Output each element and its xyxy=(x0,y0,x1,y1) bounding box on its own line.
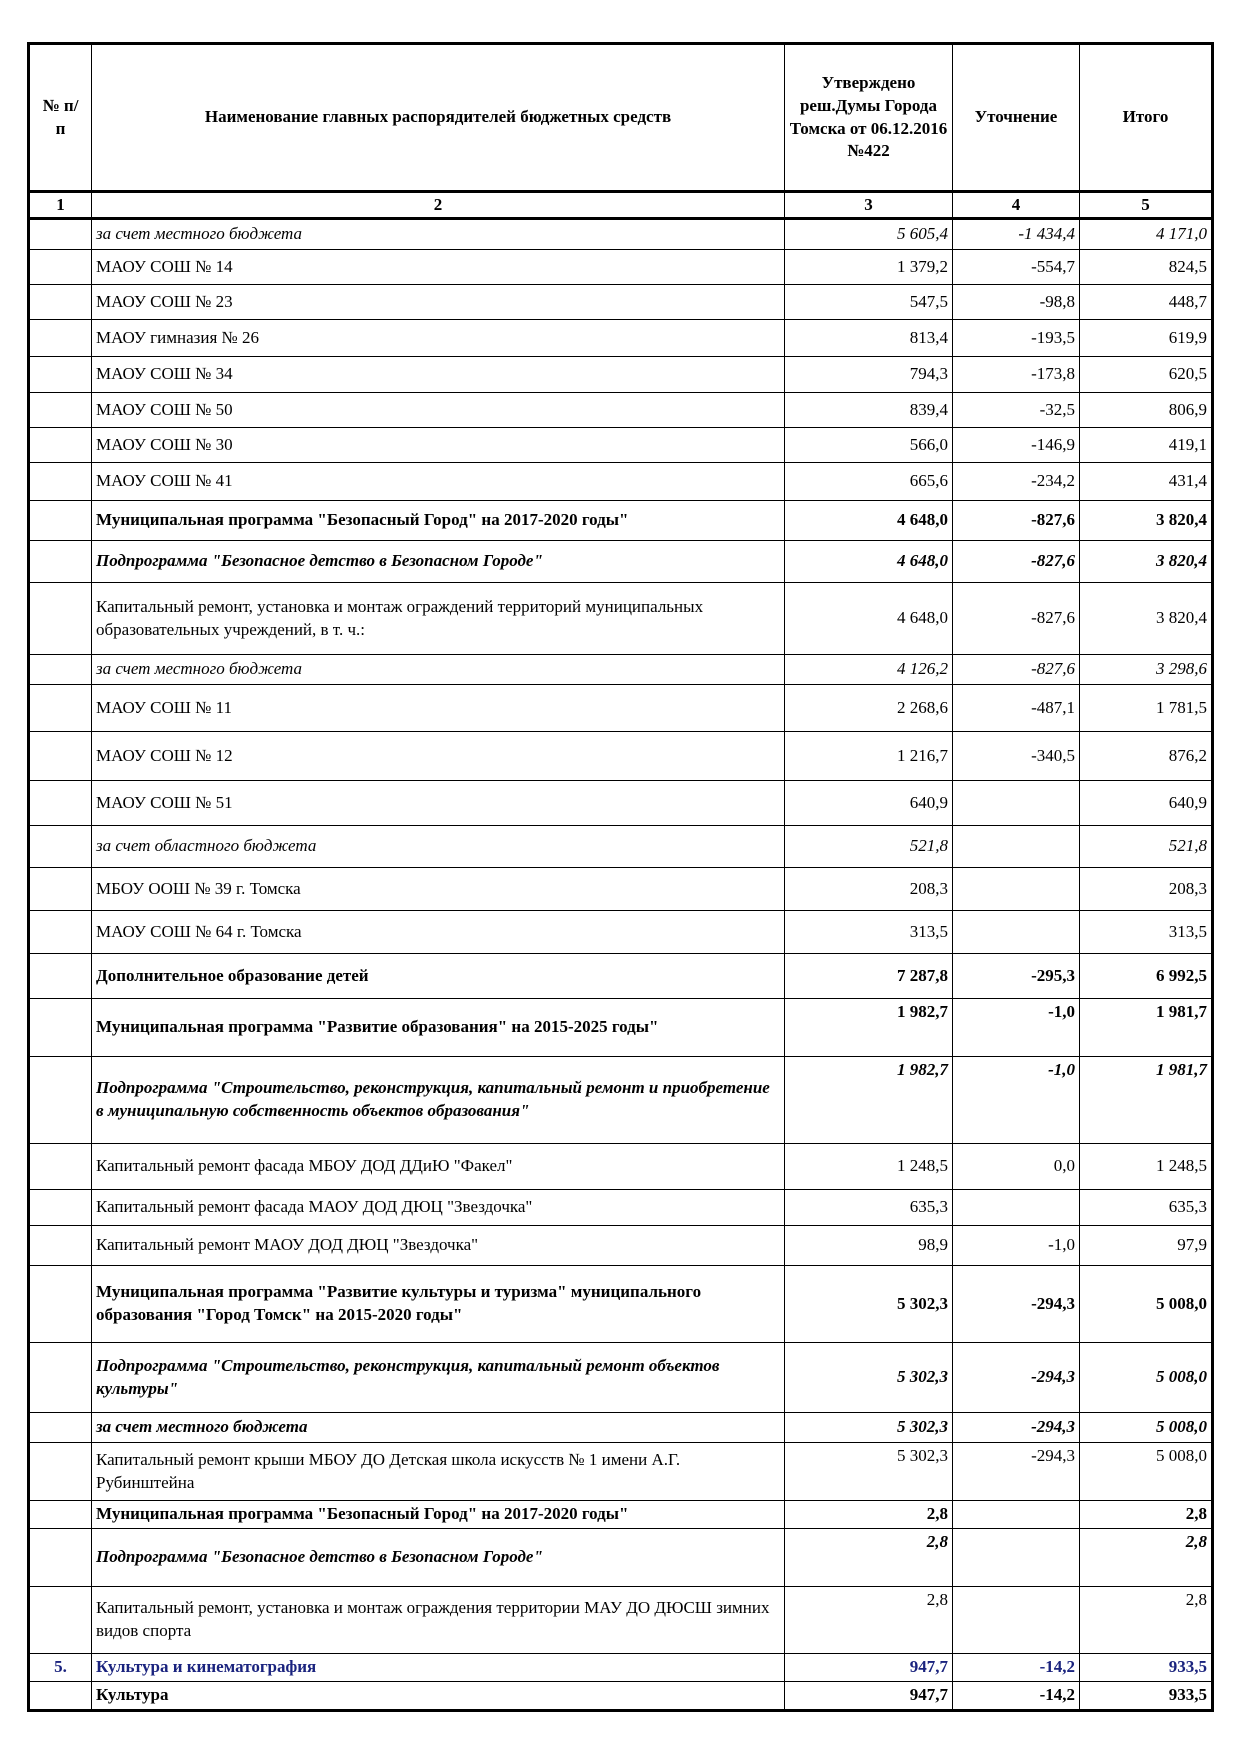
approved-value: 4 648,0 xyxy=(785,583,953,655)
column-number: 3 xyxy=(785,192,953,219)
row-name: Культура xyxy=(92,1681,785,1710)
row-number xyxy=(29,655,92,685)
total-value: 1 981,7 xyxy=(1080,999,1213,1057)
approved-value: 208,3 xyxy=(785,868,953,911)
table-row xyxy=(29,1653,1213,1681)
row-number xyxy=(29,320,92,357)
approved-value: 794,3 xyxy=(785,357,953,393)
row-name: Капитальный ремонт МАОУ ДОД ДЮЦ "Звездочка" xyxy=(92,1226,785,1266)
approved-value: 2,8 xyxy=(785,1501,953,1529)
approved-value: 5 302,3 xyxy=(785,1343,953,1413)
row-name: МАОУ СОШ № 51 xyxy=(92,781,785,826)
approved-value: 2 268,6 xyxy=(785,685,953,732)
row-number xyxy=(29,583,92,655)
table-row xyxy=(29,954,1213,999)
table-row xyxy=(29,320,1213,357)
column-number: 2 xyxy=(92,192,785,219)
row-name: МБОУ ООШ № 39 г. Томска xyxy=(92,868,785,911)
row-number xyxy=(29,501,92,541)
row-number xyxy=(29,1443,92,1501)
approved-value: 813,4 xyxy=(785,320,953,357)
approved-value: 5 302,3 xyxy=(785,1413,953,1443)
clarification-value: -827,6 xyxy=(953,655,1080,685)
column-number-row xyxy=(29,192,1213,219)
row-number xyxy=(29,250,92,285)
approved-value: 1 248,5 xyxy=(785,1144,953,1190)
row-number xyxy=(29,826,92,868)
header-total: Итого xyxy=(1080,44,1213,192)
total-value: 3 820,4 xyxy=(1080,541,1213,583)
table-row xyxy=(29,541,1213,583)
clarification-value xyxy=(953,1501,1080,1529)
row-name: МАОУ СОШ № 14 xyxy=(92,250,785,285)
total-value: 933,5 xyxy=(1080,1681,1213,1710)
header-row xyxy=(29,44,1213,192)
approved-value: 5 605,4 xyxy=(785,219,953,250)
row-name: МАОУ гимназия № 26 xyxy=(92,320,785,357)
clarification-value: -294,3 xyxy=(953,1266,1080,1343)
total-value: 5 008,0 xyxy=(1080,1343,1213,1413)
total-value: 619,9 xyxy=(1080,320,1213,357)
row-number xyxy=(29,463,92,501)
total-value: 4 171,0 xyxy=(1080,219,1213,250)
budget-table xyxy=(27,42,1214,1712)
total-value: 876,2 xyxy=(1080,732,1213,781)
approved-value: 98,9 xyxy=(785,1226,953,1266)
column-number: 5 xyxy=(1080,192,1213,219)
clarification-value: -827,6 xyxy=(953,583,1080,655)
clarification-value xyxy=(953,1528,1080,1586)
total-value: 933,5 xyxy=(1080,1653,1213,1681)
clarification-value: -234,2 xyxy=(953,463,1080,501)
clarification-value: -98,8 xyxy=(953,285,1080,320)
approved-value: 521,8 xyxy=(785,826,953,868)
approved-value: 665,6 xyxy=(785,463,953,501)
clarification-value: -827,6 xyxy=(953,501,1080,541)
clarification-value xyxy=(953,1190,1080,1226)
approved-value: 5 302,3 xyxy=(785,1266,953,1343)
row-number xyxy=(29,1266,92,1343)
approved-value: 4 648,0 xyxy=(785,541,953,583)
clarification-value: -554,7 xyxy=(953,250,1080,285)
clarification-value: -295,3 xyxy=(953,954,1080,999)
approved-value: 4 648,0 xyxy=(785,501,953,541)
table-row xyxy=(29,685,1213,732)
row-number xyxy=(29,999,92,1057)
header-approved: Утверждено реш.Думы Города Томска от 06.12.2016 №422 xyxy=(785,44,953,192)
table-row xyxy=(29,1190,1213,1226)
clarification-value xyxy=(953,1586,1080,1653)
clarification-value: -294,3 xyxy=(953,1413,1080,1443)
total-value: 448,7 xyxy=(1080,285,1213,320)
total-value: 2,8 xyxy=(1080,1501,1213,1529)
approved-value: 547,5 xyxy=(785,285,953,320)
total-value: 1 981,7 xyxy=(1080,1057,1213,1144)
row-number xyxy=(29,1144,92,1190)
row-name: Муниципальная программа "Безопасный Город" на 2017-2020 годы" xyxy=(92,501,785,541)
approved-value: 2,8 xyxy=(785,1586,953,1653)
row-name: МАОУ СОШ № 11 xyxy=(92,685,785,732)
row-number xyxy=(29,1681,92,1710)
row-name: МАОУ СОШ № 50 xyxy=(92,393,785,428)
table-row xyxy=(29,583,1213,655)
row-number xyxy=(29,732,92,781)
row-name: за счет местного бюджета xyxy=(92,1413,785,1443)
clarification-value: -193,5 xyxy=(953,320,1080,357)
approved-value: 839,4 xyxy=(785,393,953,428)
table-row xyxy=(29,999,1213,1057)
row-number xyxy=(29,357,92,393)
row-number xyxy=(29,285,92,320)
row-name: Подпрограмма "Строительство, реконструкция, капитальный ремонт и приобретение в муниципальную собственность объектов образования" xyxy=(92,1057,785,1144)
total-value: 640,9 xyxy=(1080,781,1213,826)
table-row xyxy=(29,911,1213,954)
total-value: 3 820,4 xyxy=(1080,583,1213,655)
row-name: МАОУ СОШ № 41 xyxy=(92,463,785,501)
column-number: 1 xyxy=(29,192,92,219)
table-row xyxy=(29,781,1213,826)
approved-value: 947,7 xyxy=(785,1681,953,1710)
table-row xyxy=(29,1266,1213,1343)
table-body xyxy=(29,219,1213,1711)
row-name: Дополнительное образование детей xyxy=(92,954,785,999)
table-row xyxy=(29,1226,1213,1266)
table-row xyxy=(29,868,1213,911)
row-name: Капитальный ремонт фасада МБОУ ДОД ДДиЮ "Факел" xyxy=(92,1144,785,1190)
row-number xyxy=(29,219,92,250)
approved-value: 566,0 xyxy=(785,428,953,463)
table-row xyxy=(29,428,1213,463)
row-number xyxy=(29,1226,92,1266)
row-name: Капитальный ремонт крыши МБОУ ДО Детская школа искусств № 1 имени А.Г. Рубинштейна xyxy=(92,1443,785,1501)
table-row xyxy=(29,826,1213,868)
total-value: 521,8 xyxy=(1080,826,1213,868)
row-name: за счет местного бюджета xyxy=(92,655,785,685)
total-value: 3 298,6 xyxy=(1080,655,1213,685)
row-number xyxy=(29,1343,92,1413)
total-value: 5 008,0 xyxy=(1080,1266,1213,1343)
row-number xyxy=(29,1413,92,1443)
row-name: Муниципальная программа "Развитие образования" на 2015-2025 годы" xyxy=(92,999,785,1057)
row-name: Подпрограмма "Безопасное детство в Безопасном Городе" xyxy=(92,1528,785,1586)
row-number xyxy=(29,1528,92,1586)
row-name: МАОУ СОШ № 23 xyxy=(92,285,785,320)
approved-value: 7 287,8 xyxy=(785,954,953,999)
total-value: 2,8 xyxy=(1080,1586,1213,1653)
table-row xyxy=(29,1586,1213,1653)
total-value: 5 008,0 xyxy=(1080,1413,1213,1443)
table-row xyxy=(29,732,1213,781)
clarification-value: -14,2 xyxy=(953,1653,1080,1681)
clarification-value: -1,0 xyxy=(953,1226,1080,1266)
total-value: 431,4 xyxy=(1080,463,1213,501)
table-row xyxy=(29,463,1213,501)
table-row xyxy=(29,1501,1213,1529)
row-name: Капитальный ремонт, установка и монтаж ограждений территорий муниципальных образовательных учреждений, в т. ч.: xyxy=(92,583,785,655)
clarification-value xyxy=(953,781,1080,826)
clarification-value: 0,0 xyxy=(953,1144,1080,1190)
total-value: 208,3 xyxy=(1080,868,1213,911)
approved-value: 1 379,2 xyxy=(785,250,953,285)
total-value: 2,8 xyxy=(1080,1528,1213,1586)
table-row xyxy=(29,1413,1213,1443)
table-row xyxy=(29,1343,1213,1413)
approved-value: 4 126,2 xyxy=(785,655,953,685)
row-number xyxy=(29,911,92,954)
row-name: за счет областного бюджета xyxy=(92,826,785,868)
total-value: 635,3 xyxy=(1080,1190,1213,1226)
approved-value: 1 982,7 xyxy=(785,999,953,1057)
table-row xyxy=(29,1528,1213,1586)
row-name: Капитальный ремонт, установка и монтаж ограждения территории МАУ ДО ДЮСШ зимних видов спорта xyxy=(92,1586,785,1653)
row-name: Подпрограмма "Безопасное детство в Безопасном Городе" xyxy=(92,541,785,583)
row-name: Муниципальная программа "Безопасный Город" на 2017-2020 годы" xyxy=(92,1501,785,1529)
table-row xyxy=(29,393,1213,428)
row-name: МАОУ СОШ № 12 xyxy=(92,732,785,781)
table-row xyxy=(29,1681,1213,1710)
row-number xyxy=(29,1501,92,1529)
row-name: МАОУ СОШ № 30 xyxy=(92,428,785,463)
row-number xyxy=(29,868,92,911)
approved-value: 313,5 xyxy=(785,911,953,954)
table-row xyxy=(29,357,1213,393)
row-number: 5. xyxy=(29,1653,92,1681)
column-number: 4 xyxy=(953,192,1080,219)
table-row xyxy=(29,1144,1213,1190)
row-number xyxy=(29,428,92,463)
clarification-value: -32,5 xyxy=(953,393,1080,428)
row-number xyxy=(29,541,92,583)
table-row xyxy=(29,501,1213,541)
approved-value: 640,9 xyxy=(785,781,953,826)
approved-value: 2,8 xyxy=(785,1528,953,1586)
clarification-value: -827,6 xyxy=(953,541,1080,583)
clarification-value xyxy=(953,868,1080,911)
total-value: 1 781,5 xyxy=(1080,685,1213,732)
row-name: Капитальный ремонт фасада МАОУ ДОД ДЮЦ "Звездочка" xyxy=(92,1190,785,1226)
row-number xyxy=(29,781,92,826)
total-value: 3 820,4 xyxy=(1080,501,1213,541)
row-name: за счет местного бюджета xyxy=(92,219,785,250)
approved-value: 947,7 xyxy=(785,1653,953,1681)
row-number xyxy=(29,393,92,428)
clarification-value: -173,8 xyxy=(953,357,1080,393)
clarification-value: -14,2 xyxy=(953,1681,1080,1710)
clarification-value xyxy=(953,826,1080,868)
table-row xyxy=(29,655,1213,685)
row-name: Культура и кинематография xyxy=(92,1653,785,1681)
total-value: 97,9 xyxy=(1080,1226,1213,1266)
clarification-value: -294,3 xyxy=(953,1443,1080,1501)
row-name: МАОУ СОШ № 64 г. Томска xyxy=(92,911,785,954)
approved-value: 1 216,7 xyxy=(785,732,953,781)
clarification-value xyxy=(953,911,1080,954)
clarification-value: -294,3 xyxy=(953,1343,1080,1413)
table-row xyxy=(29,1057,1213,1144)
clarification-value: -1,0 xyxy=(953,1057,1080,1144)
row-name: МАОУ СОШ № 34 xyxy=(92,357,785,393)
total-value: 620,5 xyxy=(1080,357,1213,393)
clarification-value: -340,5 xyxy=(953,732,1080,781)
clarification-value: -1,0 xyxy=(953,999,1080,1057)
row-number xyxy=(29,1586,92,1653)
header-clarification: Уточнение xyxy=(953,44,1080,192)
total-value: 5 008,0 xyxy=(1080,1443,1213,1501)
clarification-value: -487,1 xyxy=(953,685,1080,732)
total-value: 6 992,5 xyxy=(1080,954,1213,999)
approved-value: 1 982,7 xyxy=(785,1057,953,1144)
row-number xyxy=(29,954,92,999)
header-no: № п/п xyxy=(29,44,92,192)
row-name: Подпрограмма "Строительство, реконструкция, капитальный ремонт объектов культуры" xyxy=(92,1343,785,1413)
header-name: Наименование главных распорядителей бюджетных средств xyxy=(92,44,785,192)
total-value: 1 248,5 xyxy=(1080,1144,1213,1190)
table-row xyxy=(29,285,1213,320)
total-value: 824,5 xyxy=(1080,250,1213,285)
table-row xyxy=(29,250,1213,285)
clarification-value: -1 434,4 xyxy=(953,219,1080,250)
row-number xyxy=(29,1190,92,1226)
row-number xyxy=(29,685,92,732)
total-value: 313,5 xyxy=(1080,911,1213,954)
approved-value: 5 302,3 xyxy=(785,1443,953,1501)
table-row xyxy=(29,1443,1213,1501)
approved-value: 635,3 xyxy=(785,1190,953,1226)
table-row xyxy=(29,219,1213,250)
clarification-value: -146,9 xyxy=(953,428,1080,463)
row-name: Муниципальная программа "Развитие культуры и туризма" муниципального образования "Город Томск" на 2015-2020 годы" xyxy=(92,1266,785,1343)
total-value: 419,1 xyxy=(1080,428,1213,463)
total-value: 806,9 xyxy=(1080,393,1213,428)
row-number xyxy=(29,1057,92,1144)
